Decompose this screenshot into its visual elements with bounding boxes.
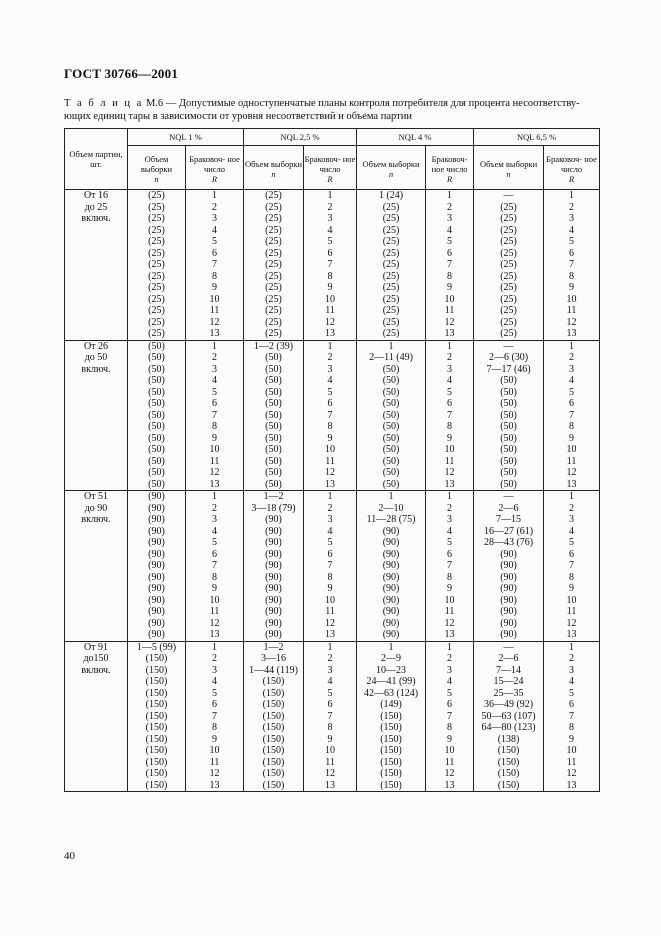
sample-size-header	[244, 146, 304, 190]
nql-2-5-reject-cell: 1 2 3 4 5 6 7 8 9 10 11 12 13	[304, 491, 357, 642]
table-caption-line1: М.6 — Допустимые одноступенчатые планы контроля потребителя для процента несоответству-	[145, 98, 580, 109]
nql-4-reject-cell: 1 2 3 4 5 6 7 8 9 10 11 12 13	[426, 491, 474, 642]
sample-size-header	[128, 146, 186, 190]
nql-4-reject-cell: 1 2 3 4 5 6 7 8 9 10 11 12 13	[426, 641, 474, 792]
reject-number-header	[186, 146, 244, 190]
lot-volume-header: Объем партии, шт.	[65, 129, 128, 190]
nql-6-5-header: NQL 6,5 %	[474, 129, 600, 146]
nql-2-5-sample-cell: 1—2 3—18 (79) (90) (90) (90) (90) (90) (90) (90) (90) (90) (90) (90)	[244, 491, 304, 642]
nql-6-5-sample-cell: — (25) (25) (25) (25) (25) (25) (25) (25) (25) (25) (25) (25)	[474, 190, 544, 341]
nql-4-sample-cell: 1 2—9 10—23 24—41 (99) 42—63 (124) (149) (150) (150) (150) (150) (150) (150) (150)	[357, 641, 426, 792]
nql-1-sample-cell: (25) (25) (25) (25) (25) (25) (25) (25) (25) (25) (25) (25) (25)	[128, 190, 186, 341]
sample-size-header	[357, 146, 426, 190]
nql-2-5-reject-cell: 1 2 3 4 5 6 7 8 9 10 11 12 13	[304, 340, 357, 491]
nql-2-5-header: NQL 2,5 %	[244, 129, 357, 146]
nql-2-5-sample-cell: 1—2 3—16 1—44 (119) (150) (150) (150) (150) (150) (150) (150) (150) (150) (150)	[244, 641, 304, 792]
nql-1-reject-cell: 1 2 3 4 5 6 7 8 9 10 11 12 13	[186, 340, 244, 491]
sampling-plans-table	[64, 128, 600, 792]
nql-6-5-sample-cell: — 2—6 (30) 7—17 (46) (50) (50) (50) (50) (50) (50) (50) (50) (50) (50)	[474, 340, 544, 491]
table-caption-label: Т а б л и ц а	[64, 98, 144, 109]
sample-size-label: Объем выборки	[140, 153, 173, 174]
sample-size-symbol: n	[388, 168, 394, 179]
nql-6-5-reject-cell: 1 2 3 4 5 6 7 8 9 10 11 12 13	[544, 641, 600, 792]
nql-1-reject-cell: 1 2 3 4 5 6 7 8 9 10 11 12 13	[186, 491, 244, 642]
lot-volume-cell: От 91 до150 включ.	[65, 641, 128, 792]
reject-number-symbol: R	[327, 173, 333, 184]
reject-number-label: Браковоч- ное число	[546, 153, 597, 174]
sample-size-label: Объем выборки	[362, 158, 420, 169]
sample-size-symbol: n	[154, 173, 159, 184]
nql-2-5-reject-cell: 1 2 3 4 5 6 7 8 9 10 11 12 13	[304, 190, 357, 341]
nql-2-5-sample-cell: (25) (25) (25) (25) (25) (25) (25) (25) (25) (25) (25) (25) (25)	[244, 190, 304, 341]
nql-1-sample-cell: 1—5 (99) (150) (150) (150) (150) (150) (150) (150) (150) (150) (150) (150) (150)	[128, 641, 186, 792]
sample-size-label: Объем выборки	[479, 158, 538, 169]
nql-1-header: NQL 1 %	[128, 129, 244, 146]
nql-2-5-reject-cell: 1 2 3 4 5 6 7 8 9 10 11 12 13	[304, 641, 357, 792]
lot-volume-cell: От 51 до 90 включ.	[65, 491, 128, 642]
nql-1-reject-cell: 1 2 3 4 5 6 7 8 9 10 11 12 13	[186, 641, 244, 792]
nql-6-5-reject-cell: 1 2 3 4 5 6 7 8 9 10 11 12 13	[544, 190, 600, 341]
reject-number-symbol: R	[446, 173, 453, 184]
table-caption	[64, 97, 599, 123]
reject-number-symbol: R	[568, 173, 575, 184]
nql-4-sample-cell: 1 2—10 11—28 (75) (90) (90) (90) (90) (90) (90) (90) (90) (90) (90)	[357, 491, 426, 642]
nql-1-sample-cell: (50) (50) (50) (50) (50) (50) (50) (50) (50) (50) (50) (50) (50)	[128, 340, 186, 491]
nql-6-5-reject-cell: 1 2 3 4 5 6 7 8 9 10 11 12 13	[544, 340, 600, 491]
sample-size-label: Объем выборки	[244, 158, 303, 169]
page-number: 40	[64, 850, 75, 862]
reject-number-symbol: R	[211, 173, 218, 184]
table-row-lot-26-50	[65, 340, 600, 491]
reject-number-header	[304, 146, 357, 190]
nql-6-5-reject-cell: 1 2 3 4 5 6 7 8 9 10 11 12 13	[544, 491, 600, 642]
reject-number-header	[544, 146, 600, 190]
nql-6-5-sample-cell: — 2—6 7—15 16—27 (61) 28—43 (76) (90) (90) (90) (90) (90) (90) (90) (90)	[474, 491, 544, 642]
table-row-lot-51-90	[65, 491, 600, 642]
nql-4-reject-cell: 1 2 3 4 5 6 7 8 9 10 11 12 13	[426, 190, 474, 341]
nql-2-5-sample-cell: 1—2 (39) (50) (50) (50) (50) (50) (50) (50) (50) (50) (50) (50) (50)	[244, 340, 304, 491]
table-row-lot-91-150	[65, 641, 600, 792]
sample-size-symbol: n	[271, 168, 276, 179]
nql-1-sample-cell: (90) (90) (90) (90) (90) (90) (90) (90) (90) (90) (90) (90) (90)	[128, 491, 186, 642]
reject-number-label: Браковоч- ное число	[431, 153, 468, 174]
nql-4-sample-cell: 1 2—11 (49) (50) (50) (50) (50) (50) (50) (50) (50) (50) (50) (50)	[357, 340, 426, 491]
nql-6-5-sample-cell: — 2—6 7—14 15—24 25—35 36—49 (92) 50—63 (107) 64—80 (123) (138) (150) (150) (150) (150)	[474, 641, 544, 792]
table-caption-line2: ющих единиц тары в зависимости от уровня несоответствий и объема партии	[64, 111, 412, 122]
nql-4-sample-cell: 1 (24) (25) (25) (25) (25) (25) (25) (25) (25) (25) (25) (25) (25)	[357, 190, 426, 341]
lot-volume-cell: От 26 до 50 включ.	[65, 340, 128, 491]
nql-4-reject-cell: 1 2 3 4 5 6 7 8 9 10 11 12 13	[426, 340, 474, 491]
nql-1-reject-cell: 1 2 3 4 5 6 7 8 9 10 11 12 13	[186, 190, 244, 341]
reject-number-label: Браковоч- ное число	[189, 153, 240, 174]
reject-number-header	[426, 146, 474, 190]
lot-volume-cell: От 16 до 25 включ.	[65, 190, 128, 341]
nql-4-header: NQL 4 %	[357, 129, 474, 146]
reject-number-label: Браковоч- ное число	[304, 153, 356, 174]
document-title: ГОСТ 30766—2001	[64, 66, 179, 81]
table-row-lot-16-25	[65, 190, 600, 341]
sample-size-header	[474, 146, 544, 190]
sample-size-symbol: n	[506, 168, 511, 179]
